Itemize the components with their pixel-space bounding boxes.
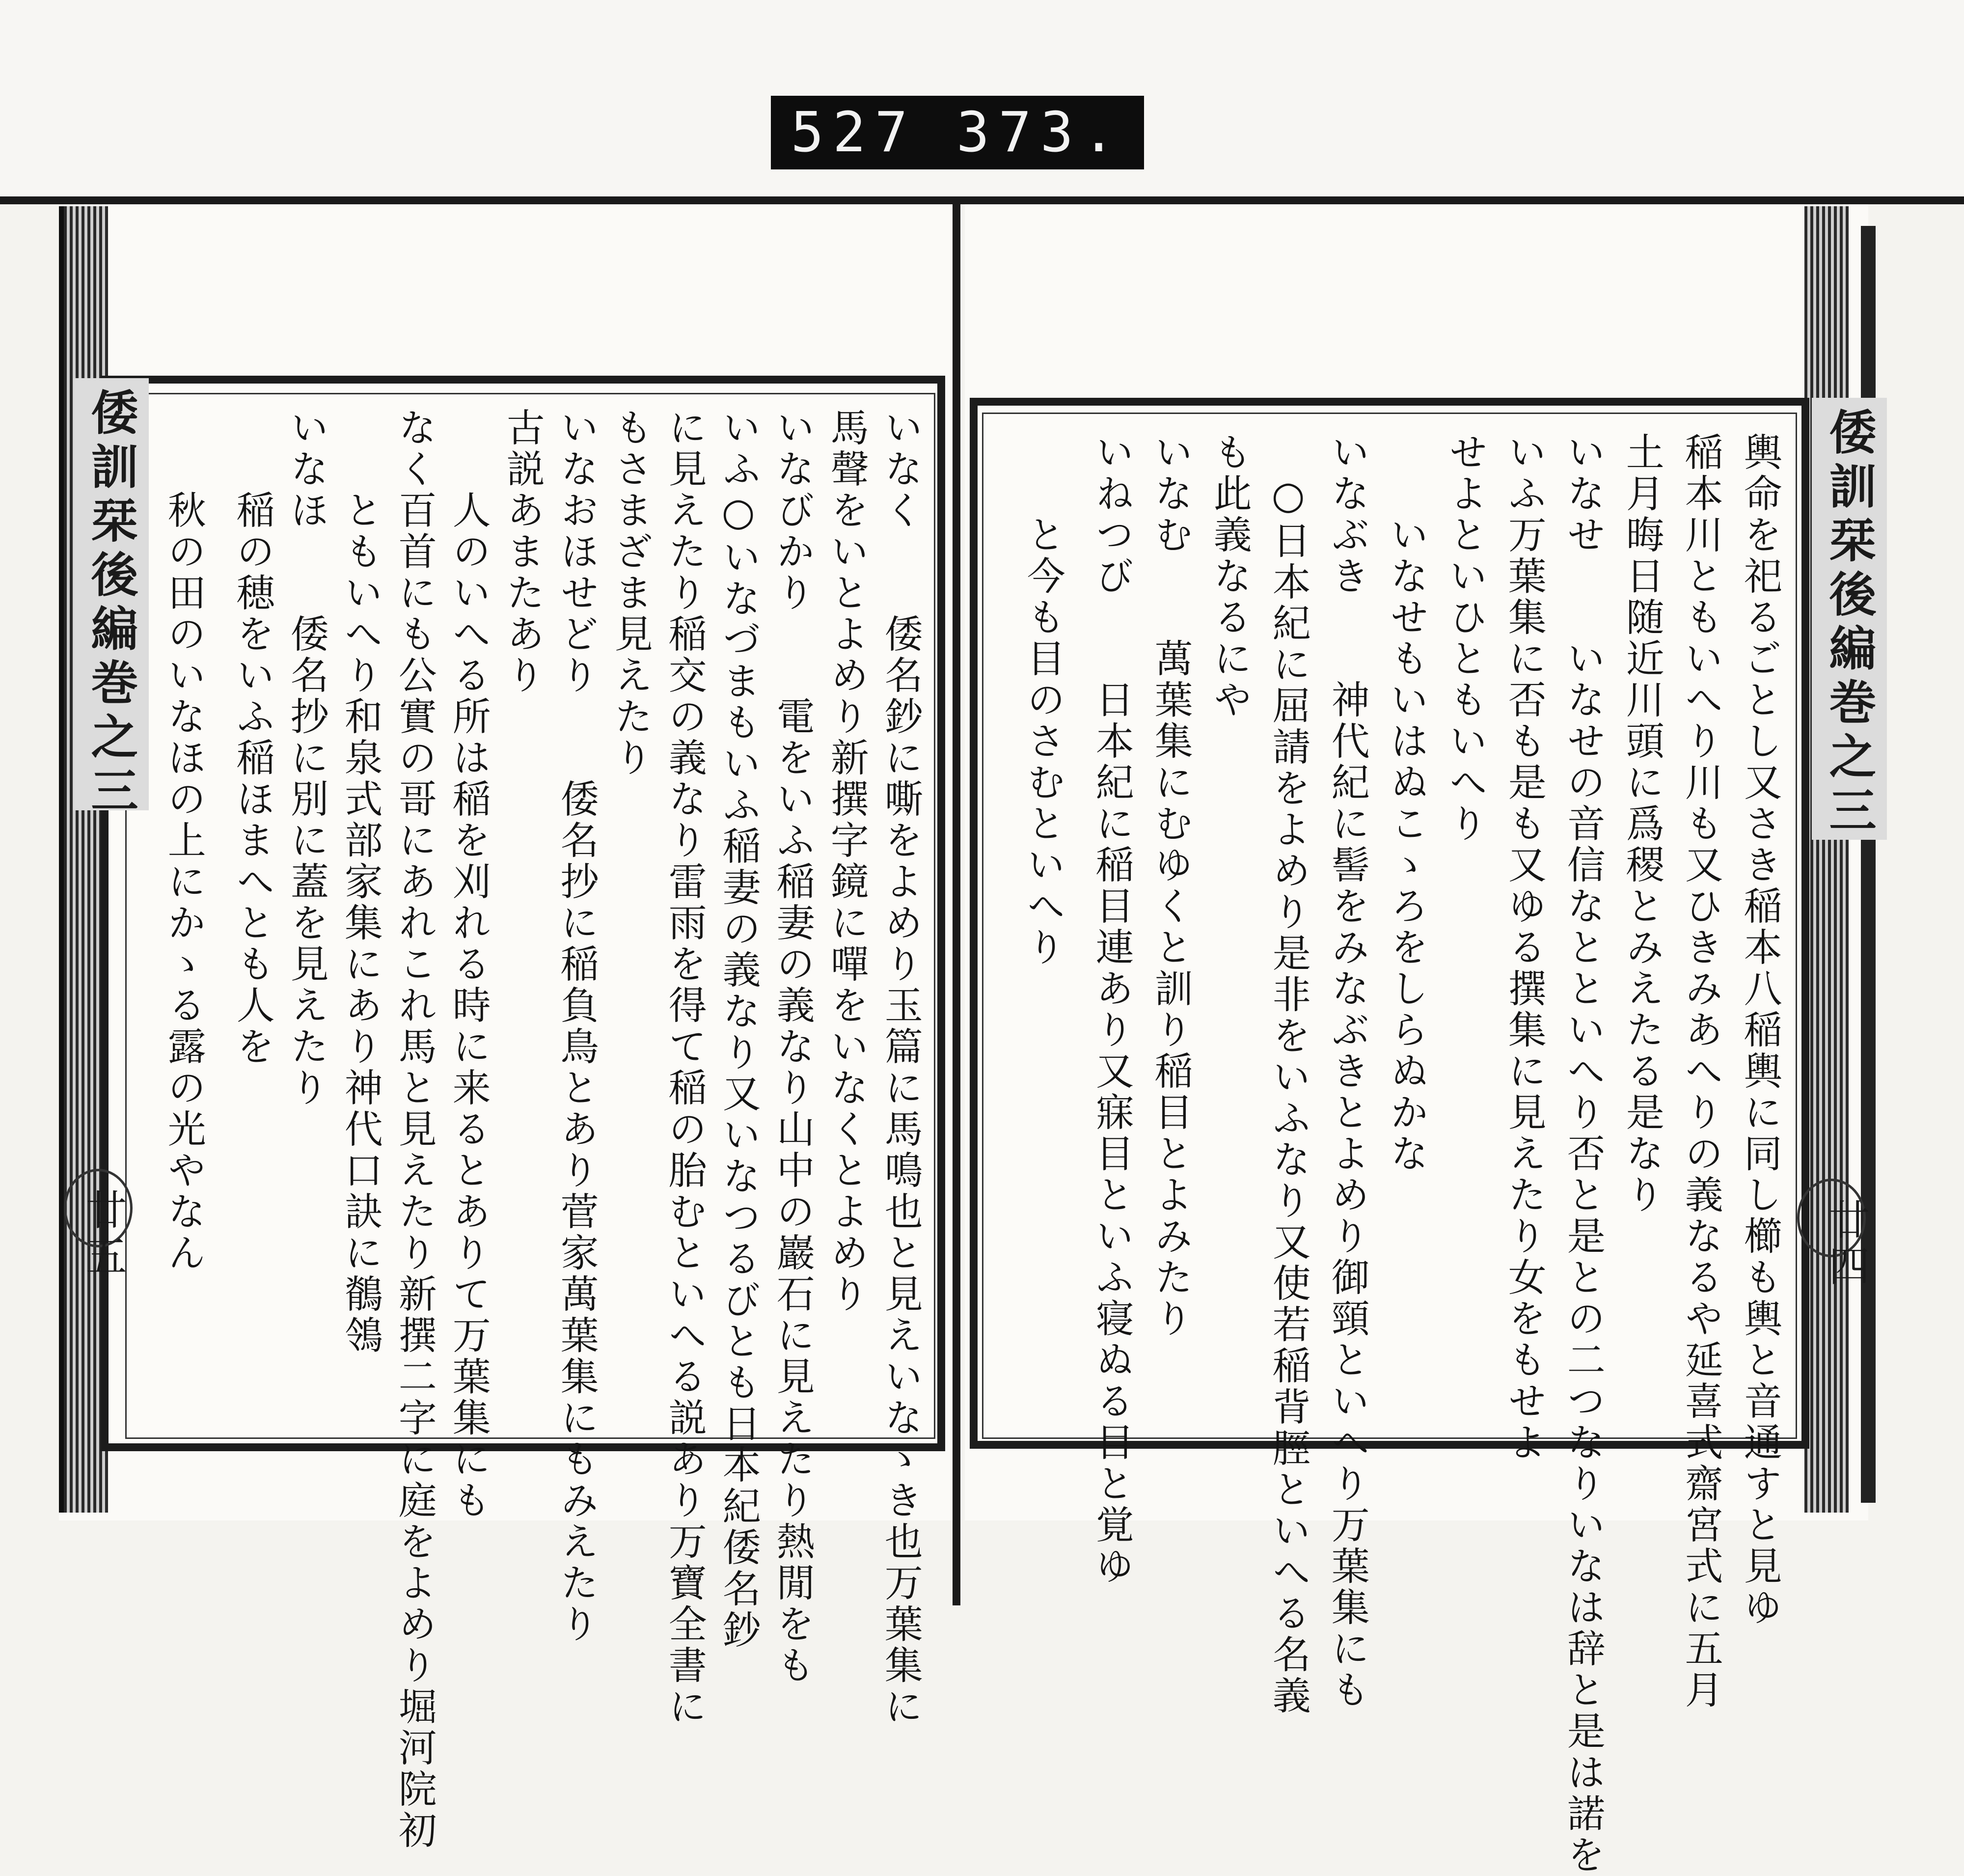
top-divider	[0, 196, 1964, 204]
text-column: ともいへり和泉式部家集にあり神代口訣に鶺鴒	[338, 408, 382, 1356]
text-column: 稲本川ともいへり川も又ひきみあへりの義なるや延喜式齋宮式に五月	[1678, 432, 1723, 1711]
film-frame-number-left: 527	[791, 101, 917, 165]
text-column: せよといひともいへり	[1443, 432, 1487, 845]
text-column: いなむ 萬葉集にむゆくと訓り稲目とよみたり	[1148, 432, 1193, 1340]
text-column: 馬聲をいとよめり新撰字鏡に嘽をいなくとよめり	[824, 408, 869, 1315]
text-column: も此義なるにや	[1207, 432, 1252, 721]
text-column: もさまざま見えたり	[608, 408, 653, 779]
film-frame-number-right: 373.	[956, 101, 1124, 165]
text-column: いなほ 倭名抄に別に蓋を見えたり	[284, 408, 328, 1109]
text-column: 人のいへる所は稲を刈れる時に来るとありて万葉集にも	[446, 408, 491, 1521]
text-column: 稲の穂をいふ稲ほまへとも人を	[230, 408, 274, 1068]
text-column: と今も目のさむといへり	[1020, 432, 1065, 968]
text-column: 輿命を祀るごとし又さき稲本八稲輿に同し櫛も輿と音通すと見ゆ	[1737, 432, 1782, 1628]
text-column: 秋の田のいなほの上にかゝる露の光やなん	[161, 408, 206, 1274]
text-column: ○日本紀に屈請をよめり是非をいふなり又使若稲背脛といへる名義	[1266, 432, 1310, 1717]
text-column: 古説あまたあり	[500, 408, 545, 696]
book-gutter	[953, 196, 960, 1605]
text-column: いなおほせどり 倭名抄に稲負鳥とあり菅家萬葉集にもみえたり	[554, 408, 599, 1645]
left-page-header: 倭訓栞後編巻之三	[74, 378, 149, 810]
text-column: いなく 倭名鈔に嘶をよめり玉篇に馬鳴也と見えいなゝき也万葉集に	[878, 408, 923, 1728]
right-page-number: 廿四	[1822, 1198, 1870, 1291]
right-page-header: 倭訓栞後編巻之三	[1812, 398, 1887, 840]
text-column: いふ○いなづまもいふ稲妻の義なり又いなつるびとも日本紀倭名鈔	[716, 408, 761, 1651]
text-column: いなぶき 神代紀に髻をみなぶきとよめり御頸といへり万葉集にも	[1325, 432, 1369, 1711]
left-page-number: 廿五	[79, 1188, 127, 1281]
text-column: なく百首にも公實の哥にあれこれ馬と見えたり新撰二字に庭をよめり堀河院初	[392, 408, 436, 1851]
text-column: に見えたり稲交の義なり雷雨を得て稲の胎むといへる説あり万寶全書に	[662, 408, 707, 1728]
text-column: いねつび 日本紀に稲目連あり又寐目といふ寝ぬる目と覚ゆ	[1089, 432, 1134, 1587]
text-column: いなせもいはぬこゝろをしらぬかな	[1384, 432, 1428, 1175]
text-column: 土月晦日随近川頭に爲稷とみえたる是なり	[1619, 432, 1664, 1216]
film-frame-label	[771, 96, 1144, 169]
text-column: いなせ いなせの音信なとといへり否と是との二つなりいなは辞と是は諾を	[1560, 432, 1605, 1876]
text-column: いなびかり 電をいふ稲妻の義なり山中の巖石に見えたり熱閒をも	[770, 408, 815, 1686]
text-column: いふ万葉集に否も是も又ゆる撰集に見えたり女をもせよ	[1501, 432, 1546, 1463]
